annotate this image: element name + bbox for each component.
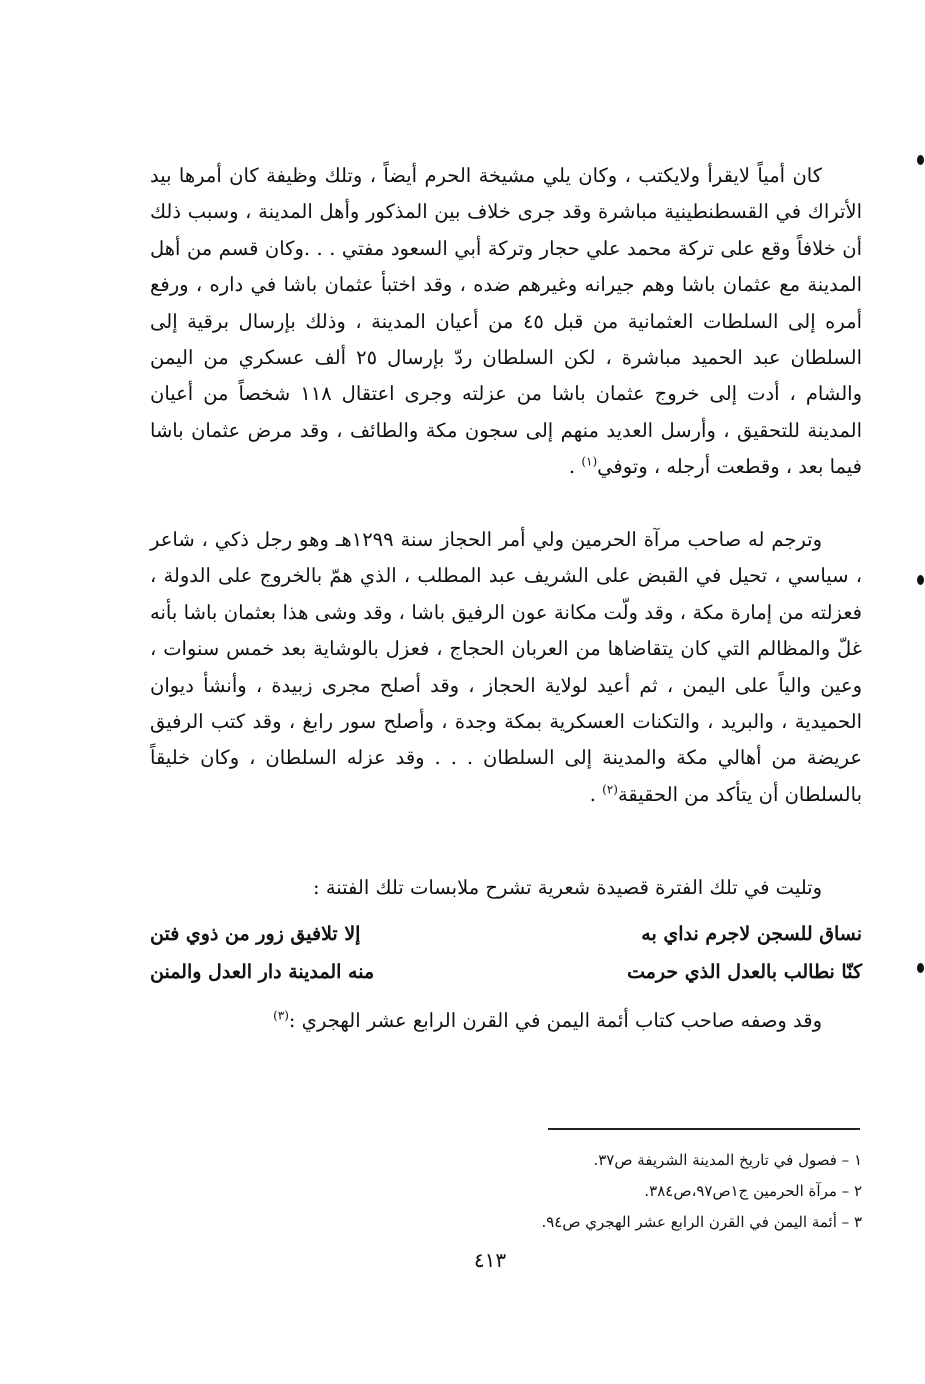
verse-2-second-hemistich: منه المدينة دار العدل والمنن — [150, 961, 375, 983]
paragraph-4-text — [150, 1003, 862, 1039]
paragraph-3 — [150, 870, 862, 906]
poem — [150, 915, 862, 991]
page-number: ٤١٣ — [473, 1248, 507, 1272]
footnote-ref-2: (٢) — [602, 782, 618, 797]
paragraph-4 — [150, 1003, 862, 1039]
paragraph-2-body: وترجم له صاحب مرآة الحرمين ولي أمر الحجاز سنة ١٢٩٩هـ وهو رجل ذكي ، شاعر ، سياسي ، تحيل في القبض على الشريف عبد المطلب ، الذي همّ بالخروج على الدولة ، فعزلته من إمارة مكة ، وقد ولّت مكانة عون الرفيق باشا ، وقد وشى هذا بعثمان باشا بأنه غلّ والمظالم التي كان يتقاضاها من العربان الحجاج ، فعزل بالوشاية بعد خمس سنوات ، وعين والياً على اليمن ، ثم أعيد لولاية الحجاز ، وقد أصلح مجرى زبيدة ، وأنشأ ديوان الحميدية ، والبريد ، والتكنات العسكرية بمكة وجدة ، وأصلح سور رابغ ، وقد كتب الرفيق عريضة من أهالي مكة والمدينة إلى السلطان . . . وقد عزله السلطان ، وكان خليقاً بالسلطان أن يتأكد من الحقيقة — [150, 528, 862, 806]
paragraph-4-body: وقد وصفه صاحب كتاب أئمة اليمن في القرن الرابع عشر الهجري : — [288, 1009, 822, 1032]
paragraph-2 — [150, 522, 862, 813]
paragraph-1-text — [150, 158, 862, 486]
verse-line — [150, 953, 862, 991]
verse-2-first-hemistich: كنّا نطالب بالعدل الذي حرمت — [627, 961, 862, 983]
verse-1-first-hemistich: نساق للسجن لاجرم نداي به — [641, 923, 862, 945]
footnote-1: ١ – فصول في تاريخ المدينة الشريفة ص٣٧. — [593, 1151, 862, 1169]
paragraph-2-tail: . — [589, 782, 603, 806]
margin-dot-top — [917, 155, 924, 165]
verse-line — [150, 915, 862, 953]
footnote-3: ٣ – أئمة اليمن في القرن الرابع عشر الهجري ص٩٤. — [541, 1213, 862, 1231]
margin-dot-bottom — [917, 963, 924, 973]
paragraph-1-tail: . — [568, 455, 582, 479]
paragraph-1 — [150, 158, 862, 486]
paragraph-1-body: كان أمياً لايقرأ ولايكتب ، وكان يلي مشيخة الحرم أيضاً ، وتلك وظيفة كان أمرها بيد الأتراك في القسطنطينية مباشرة وقد جرى خلاف بين المذكور وأهل المدينة ، وسبب ذلك أن خلافاً وقع على تركة محمد علي حجار وتركة أبي السعود مفتي . . .وكان قسم من أهل المدينة مع عثمان باشا وهم جيرانه وغيرهم ضده ، وقد اختبأ عثمان باشا في داره ، ورفع أمره إلى السلطات العثمانية من قبل ٤٥ من أعيان المدينة ، وذلك بإرسال برقية إلى السلطان عبد الحميد مباشرة ، لكن السلطان ردّ بإرسال ٢٥ ألف عسكري من اليمن والشام ، أدت إلى خروج عثمان باشا من عزلته وجرى اعتقال ١١٨ شخصاً من أعيان المدينة للتحقيق ، وأرسل العديد منهم إلى سجون مكة والطائف ، وقد مرض عثمان باشا فيما بعد ، وقطعت أرجله ، وتوفي — [150, 164, 862, 479]
footnote-ref-1: (١) — [581, 454, 598, 469]
paragraph-2-text — [150, 522, 862, 813]
footnote-ref-3: (٣) — [273, 1008, 289, 1023]
footnote-2: ٢ – مرآة الحرمين ج١ص٩٧،ص٣٨٤. — [644, 1182, 862, 1200]
paragraph-3-text: وتليت في تلك الفترة قصيدة شعرية تشرح ملابسات تلك الفتنة : — [313, 876, 822, 899]
footnotes — [400, 1145, 862, 1238]
verse-1-second-hemistich: إلا تلافيق زور من ذوي فتن — [150, 923, 361, 945]
footnote-divider — [548, 1128, 860, 1130]
margin-dot-middle — [917, 575, 924, 585]
